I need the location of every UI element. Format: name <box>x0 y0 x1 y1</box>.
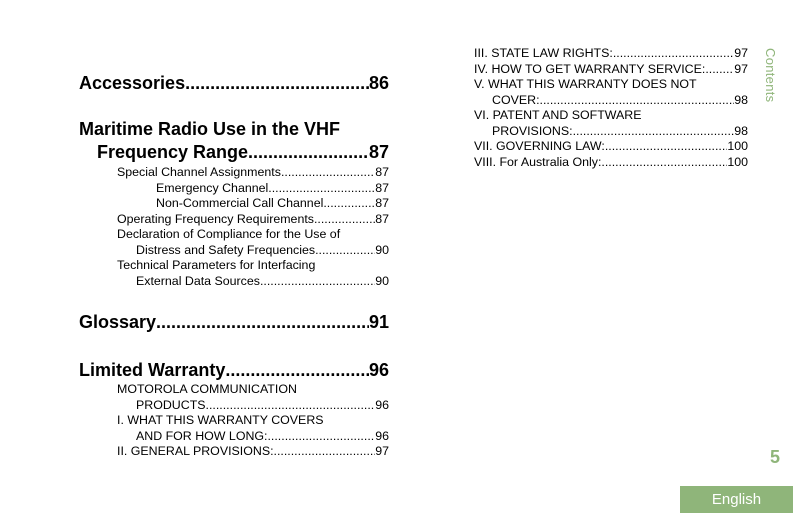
toc-entry-covers-line1[interactable] <box>79 413 389 429</box>
dot-leader <box>268 181 375 197</box>
toc-entry-technical[interactable] <box>79 274 389 290</box>
toc-entry-title: II. GENERAL PROVISIONS: <box>117 444 274 458</box>
toc-entry-special-channel[interactable] <box>79 165 389 181</box>
dot-leader <box>314 212 375 228</box>
dot-leader <box>601 155 727 171</box>
dot-leader <box>705 62 734 78</box>
toc-page-number: 96 <box>368 360 389 380</box>
toc-entry-title: Technical Parameters for Interfacing <box>117 258 316 272</box>
toc-entry-emergency-channel[interactable] <box>79 181 389 197</box>
toc-entry-title: VI. PATENT AND SOFTWARE <box>474 108 642 122</box>
toc-page-number: 87 <box>375 196 389 210</box>
dot-leader <box>267 429 375 445</box>
toc-entry-title: External Data Sources <box>136 273 260 288</box>
toc-page-number: 100 <box>727 139 748 153</box>
toc-entry-declaration[interactable] <box>79 243 389 259</box>
toc-page-number: 100 <box>727 154 748 169</box>
dot-leader <box>613 46 734 62</box>
toc-entry-motorola-line1[interactable] <box>79 382 389 398</box>
dot-leader <box>156 311 369 333</box>
toc-entry-limited-warranty[interactable] <box>79 359 389 381</box>
toc-entry-title: MOTOROLA COMMUNICATION <box>117 382 297 396</box>
toc-entry-title: AND FOR HOW LONG: <box>136 428 268 443</box>
dot-leader <box>281 165 375 181</box>
toc-entry-title: Emergency Channel <box>156 180 269 195</box>
toc-page-number: 91 <box>368 312 389 332</box>
toc-entry-title: I. WHAT THIS WARRANTY COVERS <box>117 413 324 427</box>
toc-page-number: 97 <box>734 46 748 60</box>
dot-leader <box>206 398 376 414</box>
toc-page-number: 97 <box>375 444 389 458</box>
toc-page-number: 97 <box>734 61 748 76</box>
toc-entry-title: Operating Frequency Requirements <box>117 211 314 226</box>
toc-entry-title: VIII. For Australia Only: <box>474 154 602 169</box>
dot-leader <box>573 124 735 140</box>
toc-entry-title: III. STATE LAW RIGHTS: <box>474 46 613 60</box>
toc-entry-patent-line1[interactable] <box>474 108 748 124</box>
toc-page-number: 90 <box>375 273 389 288</box>
toc-page-number: 96 <box>375 428 389 443</box>
toc-right-column <box>474 46 748 170</box>
toc-page-number: 87 <box>375 180 389 195</box>
toc-page-number: 98 <box>734 92 748 107</box>
toc-entry-title: Glossary <box>79 312 157 332</box>
toc-heading-maritime-line1[interactable] <box>79 118 389 140</box>
toc-entry-accessories[interactable] <box>79 72 389 94</box>
toc-entry-title: Special Channel Assignments <box>117 165 281 179</box>
toc-entry-how-to-get-service[interactable] <box>474 62 748 78</box>
toc-entry-state-law[interactable] <box>474 46 748 62</box>
section-side-label: Contents <box>763 48 778 103</box>
toc-entry-maritime[interactable] <box>79 141 389 163</box>
toc-entry-patent[interactable] <box>474 124 748 140</box>
toc-entry-glossary[interactable] <box>79 311 389 333</box>
toc-page-number: 98 <box>734 123 748 138</box>
dot-leader <box>260 274 375 290</box>
toc-entry-governing-law[interactable] <box>474 139 748 155</box>
toc-entry-not-cover-line1[interactable] <box>474 77 748 93</box>
toc-entry-declaration-line1[interactable] <box>79 227 389 243</box>
toc-entry-title: Maritime Radio Use in the VHF <box>79 119 341 139</box>
toc-page-number: 90 <box>375 242 389 257</box>
toc-entry-technical-line1[interactable] <box>79 258 389 274</box>
dot-leader <box>315 243 375 259</box>
toc-entry-not-cover[interactable] <box>474 93 748 109</box>
dot-leader <box>185 72 369 94</box>
toc-entry-title: Accessories <box>79 73 186 93</box>
toc-entry-general-provisions[interactable] <box>79 444 389 460</box>
dot-leader <box>248 141 369 163</box>
toc-entry-noncommercial-channel[interactable] <box>79 196 389 212</box>
toc-entry-title: IV. HOW TO GET WARRANTY SERVICE: <box>474 61 706 76</box>
toc-entry-title: PROVISIONS: <box>492 123 573 138</box>
dot-leader <box>605 139 727 155</box>
toc-entry-title: Declaration of Compliance for the Use of <box>117 227 341 241</box>
toc-page-number: 87 <box>375 211 389 226</box>
toc-entry-title: Distress and Safety Frequencies <box>136 242 316 257</box>
toc-entry-title: PRODUCTS <box>136 397 206 412</box>
toc-entry-title: VII. GOVERNING LAW: <box>474 139 605 153</box>
toc-page-number: 87 <box>368 142 389 162</box>
toc-page-number: 96 <box>375 397 389 412</box>
toc-entry-title: Non-Commercial Call Channel <box>156 196 324 210</box>
dot-leader <box>225 359 369 381</box>
toc-entry-motorola[interactable] <box>79 398 389 414</box>
toc-entry-title: COVER: <box>492 92 540 107</box>
language-tab: English <box>680 486 793 513</box>
toc-entry-title: Frequency Range <box>97 142 249 162</box>
toc-entry-title: V. WHAT THIS WARRANTY DOES NOT <box>474 77 697 91</box>
dot-leader <box>274 444 376 460</box>
toc-page-number: 86 <box>368 73 389 93</box>
toc-page-number: 87 <box>375 165 389 179</box>
toc-left-column <box>79 72 389 460</box>
toc-entry-operating-frequency[interactable] <box>79 212 389 228</box>
toc-entry-title: Limited Warranty <box>79 360 226 380</box>
dot-leader <box>540 93 735 109</box>
toc-entry-australia[interactable] <box>474 155 748 171</box>
toc-entry-covers[interactable] <box>79 429 389 445</box>
dot-leader <box>323 196 375 212</box>
page-number: 5 <box>770 447 781 467</box>
